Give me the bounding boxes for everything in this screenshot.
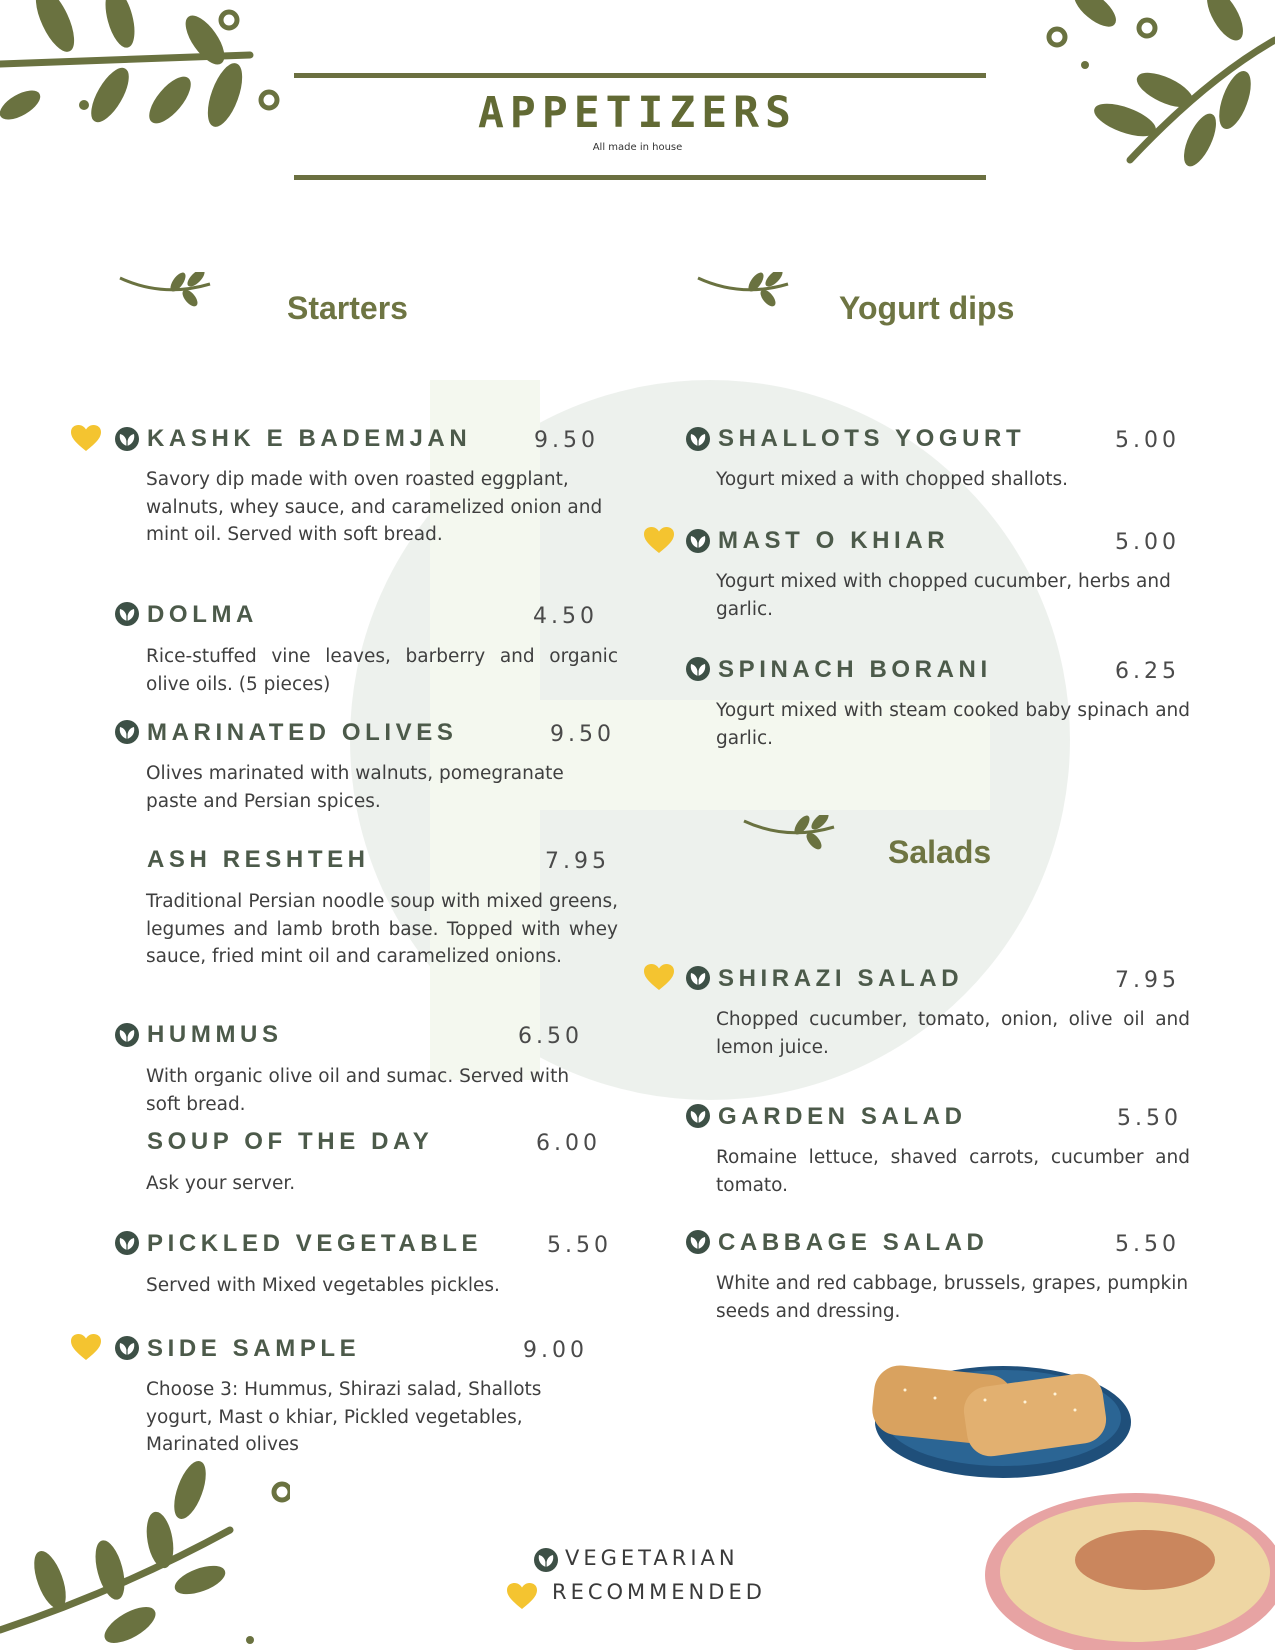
menu-item-name: GARDEN SALAD [718, 1103, 967, 1130]
section-title-yogurt-dips: Yogurt dips [839, 290, 1015, 326]
olive-branch-icon [742, 815, 838, 851]
menu-item-name: DOLMA [147, 601, 258, 628]
vegetarian-leaf-icon [685, 426, 711, 452]
menu-item-description: Savory dip made with oven roasted eggplant, walnuts, whey sauce, and caramelized onion and mint oil. Served with soft bread. [146, 469, 603, 545]
menu-item-price: 6.25 [1115, 659, 1180, 684]
menu-item-price: 4.50 [533, 604, 598, 629]
menu-item-description: Yogurt mixed with chopped cucumber, herbs and garlic. [716, 571, 1171, 620]
menu-item-description: Chopped cucumber, tomato, onion, olive oil and lemon juice. [716, 1009, 1190, 1058]
header-bottom-rule [294, 175, 986, 180]
menu-item-description: Yogurt mixed a with chopped shallots. [716, 469, 1069, 490]
vegetarian-leaf-icon [685, 1229, 711, 1255]
recommended-heart-icon [506, 1582, 538, 1610]
page-title: APPETIZERS [478, 88, 797, 138]
menu-item-name: SPINACH BORANI [718, 656, 992, 683]
recommended-heart-icon [643, 963, 675, 991]
menu-item-description: Rice-stuffed vine leaves, barberry and organic olive oils. (5 pieces) [146, 646, 618, 695]
menu-item-name: KASHK E BADEMJAN [147, 425, 472, 452]
bread-and-hummus-photo [865, 1360, 1275, 1650]
menu-item-name: CABBAGE SALAD [718, 1229, 989, 1256]
menu-item-name: MAST O KHIAR [718, 527, 950, 554]
bottom-left-branch-decor [0, 1460, 290, 1650]
menu-item-name: SOUP OF THE DAY [147, 1128, 434, 1155]
legend-recommended-label: RECOMMENDED [552, 1580, 766, 1604]
menu-item-price: 9.00 [523, 1338, 588, 1363]
page-subtitle: All made in house [592, 142, 683, 153]
menu-item-name: SHIRAZI SALAD [718, 965, 964, 992]
olive-branch-icon [696, 272, 792, 308]
legend-vegetarian-label: VEGETARIAN [565, 1546, 739, 1570]
menu-item-name: ASH RESHTEH [147, 846, 370, 873]
vegetarian-leaf-icon [114, 1335, 140, 1361]
menu-item-description: Yogurt mixed with steam cooked baby spinach and garlic. [716, 700, 1190, 749]
menu-item-description: Served with Mixed vegetables pickles. [146, 1275, 500, 1296]
section-title-salads: Salads [888, 834, 992, 870]
menu-item-price: 5.50 [547, 1233, 612, 1258]
menu-item-price: 6.00 [536, 1131, 601, 1156]
menu-item-price: 9.50 [534, 428, 599, 453]
menu-item-price: 6.50 [518, 1024, 583, 1049]
menu-item-description: Olives marinated with walnuts, pomegranate paste and Persian spices. [146, 763, 564, 812]
menu-item-description: Romaine lettuce, shaved carrots, cucumber and tomato. [716, 1147, 1190, 1196]
menu-item-name: SIDE SAMPLE [147, 1335, 361, 1362]
menu-item-name: HUMMUS [147, 1021, 283, 1048]
menu-item-description: White and red cabbage, brussels, grapes, pumpkin seeds and dressing. [716, 1273, 1189, 1322]
olive-branch-icon [118, 272, 214, 308]
menu-item-description: Choose 3: Hummus, Shirazi salad, Shallots yogurt, Mast o khiar, Pickled vegetables, Marinated olives [146, 1379, 542, 1455]
recommended-heart-icon [643, 526, 675, 554]
menu-item-description: With organic olive oil and sumac. Served with soft bread. [146, 1066, 570, 1115]
menu-item-price: 7.95 [1115, 968, 1180, 993]
vegetarian-leaf-icon [114, 426, 140, 452]
menu-item-price: 5.50 [1117, 1106, 1182, 1131]
vegetarian-leaf-icon [533, 1547, 559, 1573]
menu-item-name: PICKLED VEGETABLE [147, 1230, 483, 1257]
recommended-heart-icon [70, 1333, 102, 1361]
menu-item-name: MARINATED OLIVES [147, 719, 458, 746]
vegetarian-leaf-icon [114, 1022, 140, 1048]
menu-item-price: 5.50 [1115, 1232, 1180, 1257]
menu-item-description: Ask your server. [146, 1173, 296, 1194]
vegetarian-leaf-icon [685, 1103, 711, 1129]
menu-item-price: 7.95 [545, 849, 610, 874]
vegetarian-leaf-icon [685, 656, 711, 682]
section-title-starters: Starters [287, 290, 408, 326]
menu-item-description: Traditional Persian noodle soup with mixed greens, legumes and lamb broth base. Topped with whey sauce, fried mint oil and caramelized onions. [146, 891, 618, 967]
vegetarian-leaf-icon [114, 719, 140, 745]
recommended-heart-icon [70, 424, 102, 452]
vegetarian-leaf-icon [685, 965, 711, 991]
vegetarian-leaf-icon [114, 1230, 140, 1256]
menu-item-price: 9.50 [550, 722, 615, 747]
menu-item-price: 5.00 [1115, 428, 1180, 453]
header-top-rule [294, 73, 986, 78]
vegetarian-leaf-icon [685, 528, 711, 554]
menu-item-name: SHALLOTS YOGURT [718, 425, 1026, 452]
menu-item-price: 5.00 [1115, 530, 1180, 555]
vegetarian-leaf-icon [114, 601, 140, 627]
